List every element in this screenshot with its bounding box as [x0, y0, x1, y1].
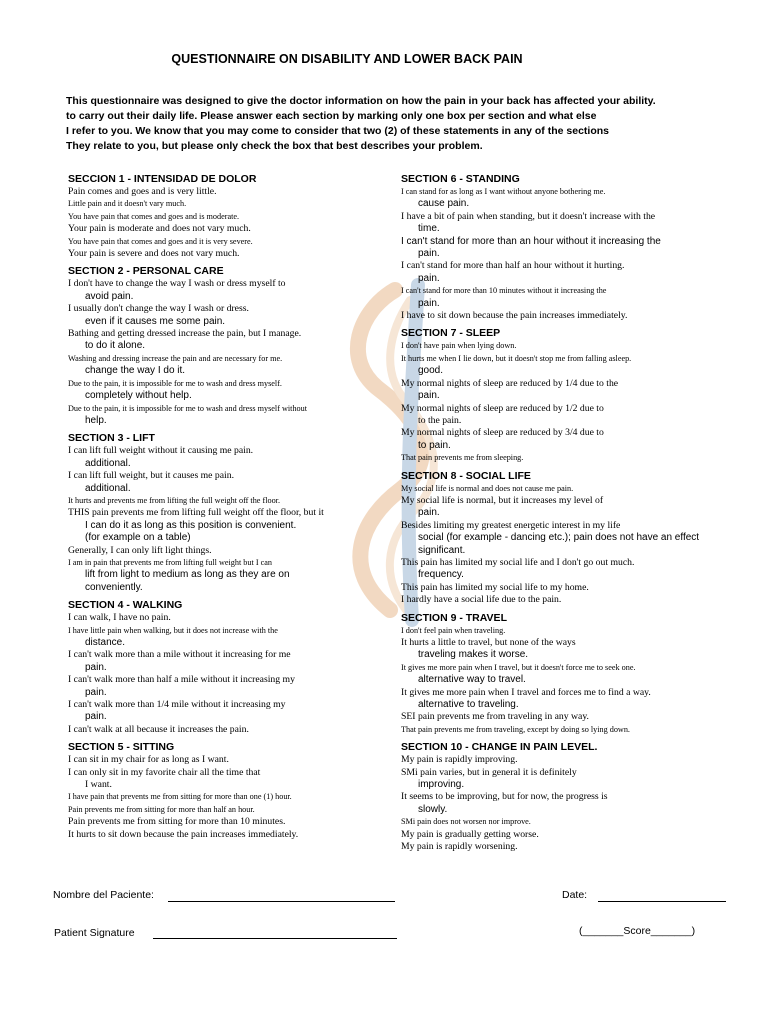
option-text[interactable]: I can do it as long as this position is convenient. [85, 519, 297, 531]
option-text[interactable]: SMi pain varies, but in general it is definitely [401, 766, 577, 778]
option-text[interactable]: additional. [85, 482, 131, 494]
option-text[interactable]: pain. [418, 297, 440, 309]
option-text[interactable]: It seems to be improving, but for now, the progress is [401, 791, 608, 803]
patient-name-field[interactable] [168, 901, 395, 902]
section [68, 265, 408, 427]
option-text[interactable]: time. [418, 223, 440, 235]
intro-line: I refer to you. We know that you may come to consider that two (2) of these statements in any of the sections [66, 125, 609, 137]
option-text[interactable]: I can lift full weight without it causing me pain. [68, 445, 254, 457]
option-text[interactable]: pain. [85, 661, 107, 673]
date-label: Date: [562, 889, 588, 901]
option-text[interactable]: I have a bit of pain when standing, but it doesn't increase with the [401, 210, 656, 222]
option-text[interactable]: You have pain that comes and goes and it is very severe. [68, 236, 253, 246]
section-title: SECTION 7 - SLEEP [401, 327, 501, 340]
option-text[interactable]: That pain prevents me from traveling, except by doing so lying down. [401, 724, 630, 734]
option-text[interactable]: distance. [85, 637, 126, 648]
option-text[interactable]: This pain has limited my social life to my home. [401, 581, 589, 593]
option-text[interactable]: I don't feel pain when traveling. [401, 625, 506, 635]
option-text[interactable]: Besides limiting my greatest energetic interest in my life [401, 519, 621, 531]
intro-line: to carry out their daily life. Please answer each section by marking only one box per section and what else [66, 110, 597, 122]
intro-text [66, 94, 746, 154]
option-text[interactable]: It hurts a little to travel, but none of the ways [401, 637, 576, 648]
option-text[interactable]: Little pain and it doesn't vary much. [68, 199, 187, 209]
left-column [68, 171, 408, 846]
option-text[interactable]: social (for example - dancing etc.); pain does not have an effect [418, 532, 700, 544]
option-text[interactable]: pain. [418, 248, 440, 260]
option-text[interactable]: Due to the pain, it is impossible for me to wash and dress myself. [68, 378, 282, 388]
option-text[interactable]: pain. [418, 507, 440, 519]
section [68, 599, 408, 736]
option-text[interactable]: I can't walk more than a mile without it increasing for me [68, 649, 291, 661]
option-text[interactable]: I usually don't change the way I wash or dress. [68, 303, 249, 315]
option-text[interactable]: THIS pain prevents me from lifting full weight off the floor, but it [68, 507, 324, 519]
option-text[interactable]: That pain prevents me from sleeping. [401, 453, 524, 463]
section [401, 612, 741, 737]
option-text[interactable]: It hurts to sit down because the pain increases immediately. [68, 828, 299, 840]
option-text[interactable]: I have little pain when walking, but it does not increase with the [68, 625, 278, 635]
option-text[interactable]: alternative way to travel. [418, 674, 526, 686]
section [68, 173, 408, 260]
option-text[interactable]: I have pain that prevents me from sitting for more than one (1) hour. [68, 792, 292, 802]
option-text[interactable]: My normal nights of sleep are reduced by 3/4 due to [401, 427, 604, 439]
option-text[interactable]: completely without help. [85, 390, 192, 402]
option-text[interactable]: conveniently. [85, 581, 143, 593]
option-text[interactable]: avoid pain. [85, 290, 134, 302]
option-text[interactable]: improving. [418, 779, 465, 791]
option-text[interactable]: pain. [418, 390, 440, 402]
date-field[interactable] [598, 901, 726, 902]
option-text[interactable]: Pain prevents me from sitting for more than 10 minutes. [68, 816, 286, 828]
option-text[interactable]: to do it alone. [85, 340, 146, 352]
option-text[interactable]: My pain is gradually getting worse. [401, 828, 539, 840]
option-text[interactable]: You have pain that comes and goes and is moderate. [68, 211, 240, 221]
section [401, 741, 741, 853]
option-text[interactable]: SMi pain does not worsen nor improve. [401, 817, 531, 827]
option-text[interactable]: It hurts and prevents me from lifting the full weight off the floor. [68, 495, 280, 505]
signature-field[interactable] [153, 938, 397, 939]
option-text[interactable]: My pain is rapidly improving. [401, 754, 518, 766]
option-text[interactable]: pain. [85, 711, 107, 723]
option-text[interactable]: Generally, I can only lift light things. [68, 544, 212, 556]
option-text[interactable]: I can't stand for more than half an hour without it hurting. [401, 260, 625, 272]
option-text[interactable]: I can't walk more than half a mile without it increasing my [68, 674, 295, 686]
option-text[interactable]: My social life is normal and does not cause me pain. [401, 483, 574, 493]
option-text[interactable]: It gives me more pain when I travel and forces me to find a way. [401, 686, 651, 698]
option-text[interactable]: to the pain. [418, 414, 462, 426]
option-text[interactable]: I want. [85, 779, 112, 791]
section-title: SECTION 9 - TRAVEL [401, 611, 507, 624]
section [68, 432, 408, 594]
option-text[interactable]: slowly. [418, 803, 448, 815]
option-text[interactable]: My social life is normal, but it increases my level of [401, 494, 604, 506]
section-title: SECTION 5 - SITTING [68, 741, 175, 754]
option-text[interactable]: My normal nights of sleep are reduced by 1/2 due to [401, 402, 604, 414]
option-text[interactable]: Pain prevents me from sitting for more than half an hour. [68, 804, 255, 814]
option-text[interactable]: pain. [418, 272, 440, 284]
option-text[interactable]: I can lift full weight, but it causes me pain. [68, 470, 234, 482]
section [401, 327, 741, 464]
option-text[interactable]: to pain. [418, 439, 451, 451]
option-text[interactable]: It hurts me when I lie down, but it doesn't stop me from falling asleep. [401, 353, 632, 363]
option-text[interactable]: Due to the pain, it is impossible for me to wash and dress myself without [68, 403, 307, 413]
option-text[interactable]: This pain has limited my social life and I don't go out much. [401, 556, 635, 568]
section-title: SECTION 4 - WALKING [68, 599, 183, 612]
option-text[interactable]: Pain comes and goes and is very little. [68, 186, 217, 197]
option-text[interactable]: frequency. [418, 569, 464, 581]
section [68, 741, 408, 841]
option-text[interactable]: alternative to traveling. [418, 699, 519, 711]
option-text[interactable]: I can sit in my chair for as long as I want. [68, 754, 229, 766]
option-text[interactable]: I can't walk at all because it increases the pain. [68, 723, 249, 735]
section-title: SECTION 10 - CHANGE IN PAIN LEVEL. [401, 741, 598, 754]
option-text[interactable]: SEI pain prevents me from traveling in any way. [401, 711, 589, 723]
option-text[interactable]: even if it causes me some pain. [85, 315, 226, 327]
option-text[interactable]: My pain is rapidly worsening. [401, 841, 518, 853]
page-title: QUESTIONNAIRE ON DISABILITY AND LOWER BACK PAIN [171, 52, 523, 66]
option-text[interactable]: I have to sit down because the pain increases immediately. [401, 310, 628, 322]
option-text[interactable]: I can't stand for more than 10 minutes without it increasing the [401, 286, 607, 296]
option-text[interactable]: Your pain is severe and does not vary much. [68, 248, 240, 260]
section-title: SECTION 6 - STANDING [401, 173, 520, 185]
option-text[interactable]: My normal nights of sleep are reduced by 1/4 due to the [401, 377, 619, 389]
section-title: SECTION 2 - PERSONAL CARE [68, 265, 224, 278]
option-text[interactable]: I can't walk more than 1/4 mile without it increasing my [68, 699, 286, 711]
option-text[interactable]: I can walk, I have no pain. [68, 612, 171, 624]
option-text[interactable]: I can't stand for more than an hour without it increasing the [401, 235, 661, 247]
section [401, 173, 741, 322]
option-text[interactable]: I don't have to change the way I wash or dress myself to [68, 278, 286, 290]
section-title: SECCION 1 - INTENSIDAD DE DOLOR [68, 173, 257, 185]
option-text[interactable]: I don't have pain when lying down. [401, 341, 517, 351]
option-text[interactable]: significant. [418, 544, 466, 556]
score-field[interactable]: (_______Score_______) [579, 925, 696, 937]
option-text[interactable]: change the way I do it. [85, 365, 186, 377]
option-text[interactable]: lift from light to medium as long as they are on [85, 569, 290, 581]
option-text[interactable]: (for example on a table) [85, 532, 191, 544]
option-text[interactable]: Washing and dressing increase the pain and are necessary for me. [68, 353, 283, 363]
option-text[interactable]: Your pain is moderate and does not vary much. [68, 223, 251, 235]
option-text[interactable]: additional. [85, 457, 131, 469]
option-text[interactable]: It gives me more pain when I travel, but it doesn't force me to seek one. [401, 662, 636, 672]
option-text[interactable]: Bathing and getting dressed increase the pain, but I manage. [68, 328, 302, 340]
option-text[interactable]: pain. [85, 686, 107, 698]
option-text[interactable]: I can only sit in my favorite chair all the time that [68, 766, 261, 778]
option-text[interactable]: traveling makes it worse. [418, 649, 529, 661]
option-text[interactable]: I can stand for as long as I want without anyone bothering me. [401, 187, 606, 196]
option-text[interactable]: help. [85, 414, 107, 426]
section-title: SECTION 8 - SOCIAL LIFE [401, 469, 531, 482]
patient-name-label: Nombre del Paciente: [53, 889, 154, 901]
section [401, 470, 741, 607]
intro-line: They relate to you, but please only check the box that best describes your problem. [66, 140, 483, 152]
option-text[interactable]: good. [418, 365, 444, 377]
right-column [401, 171, 741, 859]
option-text[interactable]: I am in pain that prevents me from lifting full weight but I can [68, 557, 272, 567]
signature-label: Patient Signature [54, 927, 135, 939]
intro-line: This questionnaire was designed to give the doctor information on how the pain in your back has affected your ability. [66, 95, 656, 107]
section-title: SECTION 3 - LIFT [68, 432, 155, 445]
option-text[interactable]: cause pain. [418, 198, 470, 210]
option-text[interactable]: I hardly have a social life due to the pain. [401, 594, 562, 606]
